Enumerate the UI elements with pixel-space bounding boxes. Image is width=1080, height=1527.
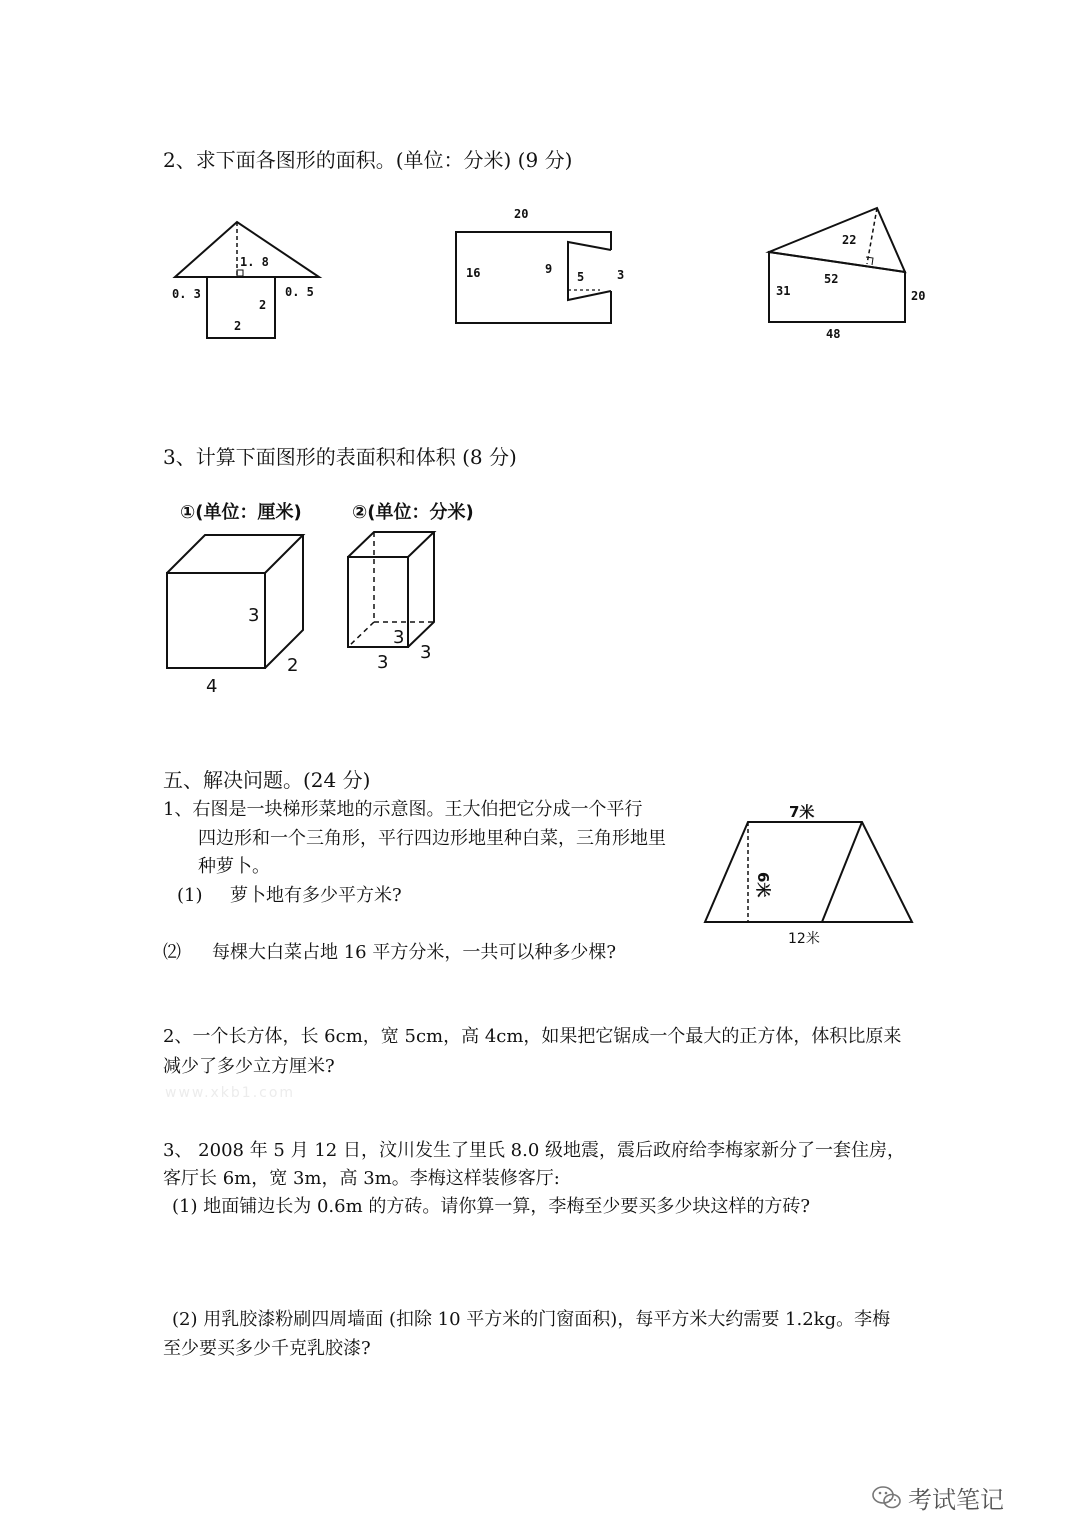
watermark-text: 考试笔记 [908, 1486, 1004, 1514]
section-5-heading: 五、解决问题。(24 分) [163, 768, 371, 792]
cube2-side [408, 532, 434, 647]
cube2-hidden-edges [374, 532, 434, 622]
cube1-side [265, 535, 303, 668]
fig1-left-label: 0. 3 [172, 287, 201, 301]
fig2-notch [568, 242, 611, 300]
fig3-right-angle [866, 257, 873, 265]
fig1-square [207, 277, 275, 338]
q3-line1: 3、 2008 年 5 月 12 日，汶川发生了里氏 8.0 级地震，震后政府给李梅家新分了一套住房， [163, 1140, 906, 1161]
q2-line1: 2、一个长方体，长 6cm，宽 5cm，高 4cm，如果把它锯成一个最大的正方体，体积比原来 [163, 1026, 902, 1047]
watermark [872, 1480, 1004, 1515]
fig2-shapes [456, 232, 611, 323]
cube1-height-label: 3 [248, 605, 260, 626]
fig1-right-angle [237, 270, 243, 276]
fig1-triangle [175, 222, 319, 277]
trapezoid-bottom-label: 12米 [788, 931, 820, 947]
cube1-depth-label: 2 [287, 655, 299, 676]
trapezoid-height-label: 6米 [754, 872, 772, 898]
q3-sub2-line2: 至少要买多少千克乳胶漆? [163, 1338, 371, 1359]
fig3-shapes [769, 208, 905, 322]
fig2-notch-h-label: 5 [577, 270, 585, 284]
fig3-right-label: 20 [911, 289, 926, 303]
fig2-inner-label: 9 [545, 262, 553, 276]
section-3-heading: 3、计算下面图形的表面积和体积 (8 分) [163, 445, 517, 469]
cube2-hidden-diag [348, 622, 374, 647]
faint-watermark-text: www.xkb1.com [165, 1085, 296, 1101]
fig1-side-label: 2 [259, 298, 267, 312]
fig3-tri-h-label: 22 [842, 233, 857, 247]
cube2-unit: ②(单位：分米) [352, 502, 474, 523]
cube2-front [348, 557, 408, 647]
fig3-bottom-label: 48 [826, 327, 841, 341]
trapezoid-top-label: 7米 [789, 803, 815, 821]
trapezoid-divider [822, 822, 862, 922]
fig3-height-line [867, 208, 877, 264]
trapezoid-shapes [705, 822, 912, 922]
q3-sub1: (1) 地面铺边长为 0.6m 的方砖。请你算一算，李梅至少要买多少块这样的方砖? [172, 1196, 811, 1217]
cube1-top [167, 535, 303, 573]
cube2-depth-label: 3 [420, 642, 432, 663]
q1-sub2-number: ⑵ [163, 942, 181, 963]
cube1-width-label: 4 [206, 676, 218, 697]
fig3-left-label: 31 [776, 284, 791, 298]
q1-sub1-text: 萝卜地有多少平方米? [230, 885, 402, 906]
fig1-right-label: 0. 5 [285, 285, 314, 299]
cube1-front [167, 573, 265, 668]
q1-sub2-text: 每棵大白菜占地 16 平方分米，一共可以种多少棵? [212, 942, 616, 963]
fig3-trapezoid [769, 252, 905, 322]
q1-line2: 四边形和一个三角形，平行四边形地里种白菜，三角形地里 [198, 828, 666, 849]
q1-line3: 种萝卜。 [198, 856, 270, 877]
q1-line1: 1、右图是一块梯形菜地的示意图。王大伯把它分成一个平行 [163, 799, 643, 820]
wechat-icon [872, 1485, 902, 1511]
section-2-heading: 2、求下面各图形的面积。(单位：分米) (9 分) [163, 148, 573, 172]
q2-line2: 减少了多少立方厘米? [163, 1056, 335, 1077]
fig1-bottom-label: 2 [234, 319, 242, 333]
fig3-triangle [769, 208, 905, 272]
cube2-front-label: 3 [377, 652, 389, 673]
trapezoid-outline [705, 822, 912, 922]
fig2-rectangle [456, 232, 611, 323]
fig2-left-label: 16 [466, 266, 481, 280]
fig2-top-label: 20 [514, 207, 529, 221]
fig1-height-label: 1. 8 [240, 255, 269, 269]
cube2-inner-label: 3 [393, 627, 405, 648]
fig3-diag-label: 52 [824, 272, 839, 286]
cube1-unit: ①(单位：厘米) [180, 502, 302, 523]
fig2-notch-w-label: 3 [617, 268, 625, 282]
q3-sub2-line1: (2) 用乳胶漆粉刷四周墙面 (扣除 10 平方米的门窗面积)，每平方米大约需要 1.2kg。李梅 [172, 1309, 891, 1330]
cube2-top [348, 532, 434, 557]
cube1-shapes [167, 535, 303, 668]
fig1-shapes [175, 222, 319, 338]
cube2-shapes [348, 532, 434, 647]
q3-line2: 客厅长 6m，宽 3m，高 3m。李梅这样装修客厅: [163, 1168, 560, 1189]
q1-sub1-number: (1) [177, 885, 203, 906]
